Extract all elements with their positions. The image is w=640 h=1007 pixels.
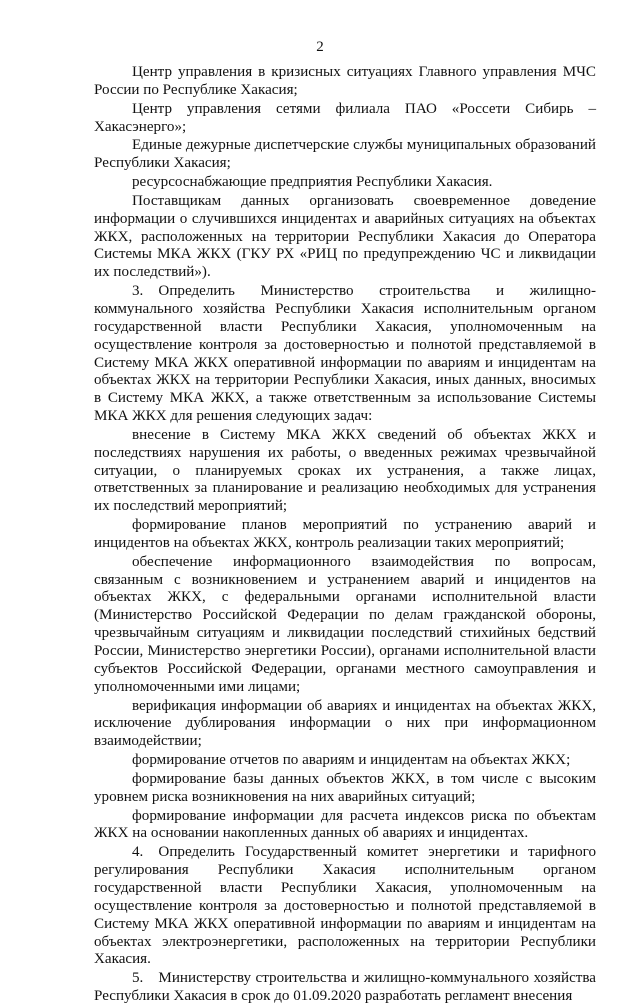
paragraph-task-verification: верификация информации об авариях и инцидентах на объектах ЖКХ, исключение дублирования информации о них при информационном взаимодействии; xyxy=(94,697,596,750)
paragraph-item-3: 3. Определить Министерство строительства и жилищно-коммунального хозяйства Республики Хакасия исполнительным органом государственной власти Республики Хакасия, уполномоченным на осуществление контроля за достоверностью и полнотой представляемой в Систему МКА ЖКХ оперативной информации по авариям и инцидентам на объектах ЖКХ на территории Республики Хакасия, иных данных, вносимых в Систему МКА ЖКХ, а также ответственным за использование Системы МКА ЖКХ для решения следующих задач: xyxy=(94,283,596,425)
paragraph-data-providers: Поставщикам данных организовать своевременное доведение информации о случившихся инцидентах и аварийных ситуациях на объектах ЖКХ, расположенных на территории Республики Хакасия до Оператора Системы МКА ЖКХ (ГКУ РХ «РИЦ по предупреждению ЧС и ликвидации их последствий»). xyxy=(94,192,596,281)
paragraph-task-interaction: обеспечение информационного взаимодействия по вопросам, связанным с возникновением и устранением аварий и инцидентов на объектах ЖКХ, с федеральными органами исполнительной власти (Министерство Российской Федерации по делам гражданской обороны, чрезвычайным ситуациям и ликвидации последствий стихийных бедствий России, Министерство энергетики России), органами исполнительной власти субъектов Российской Федерации, органами местного самоуправления и уполномоченными ими лицами; xyxy=(94,553,596,695)
paragraph-task-plans: формирование планов мероприятий по устранению аварий и инцидентов на объектах ЖКХ, контроль реализации таких мероприятий; xyxy=(94,517,596,551)
paragraph-item-5: 5. Министерству строительства и жилищно-коммунального хозяйства Республики Хакасия в срок до 01.09.2020 разработать регламент внесения xyxy=(94,970,596,1005)
paragraph-kriz-center: Центр управления в кризисных ситуациях Главного управления МЧС России по Республике Хакасия; xyxy=(94,64,596,98)
paragraph-task-database: формирование базы данных объектов ЖКХ, в том числе с высоким уровнем риска возникновения на них аварийных ситуаций; xyxy=(94,770,596,805)
paragraph-item-4: 4. Определить Государственный комитет энергетики и тарифного регулирования Республики Хакасия исполнительным органом государственной власти Республики Хакасия, уполномоченным на осуществление контроля за достоверностью и полнотой представляемой в Систему МКА ЖКХ оперативной информации по авариям и инцидентам на объектах электроэнергетики, расположенных на территории Республики Хакасия. xyxy=(94,844,596,968)
paragraph-dispatch-services: Единые дежурные диспетчерские службы муниципальных образований Республики Хакасия; xyxy=(94,137,596,172)
paragraph-resource-suppliers: ресурсоснабжающие предприятия Республики Хакасия. xyxy=(132,174,493,191)
paragraph-task-input: внесение в Систему МКА ЖКХ сведений об объектах ЖКХ и последствиях нарушения их работы, о введенных режимах чрезвычайной ситуации, о планируемых сроках их устранения, а также лицах, ответственных за планирование и реализацию необходимых для устранения их последствий мероприятий; xyxy=(94,426,596,515)
paragraph-network-center: Центр управления сетями филиала ПАО «Россети Сибирь – Хакасэнерго»; xyxy=(94,100,596,135)
document-body xyxy=(94,64,596,1007)
paragraph-task-reports: формирование отчетов по авариям и инцидентам на объектах ЖКХ; xyxy=(132,752,571,769)
page-number: 2 xyxy=(316,39,324,55)
paragraph-task-risk-index: формирование информации для расчета индексов риска по объектам ЖКХ на основании накопленных данных об авариях и инцидентах. xyxy=(94,807,596,842)
